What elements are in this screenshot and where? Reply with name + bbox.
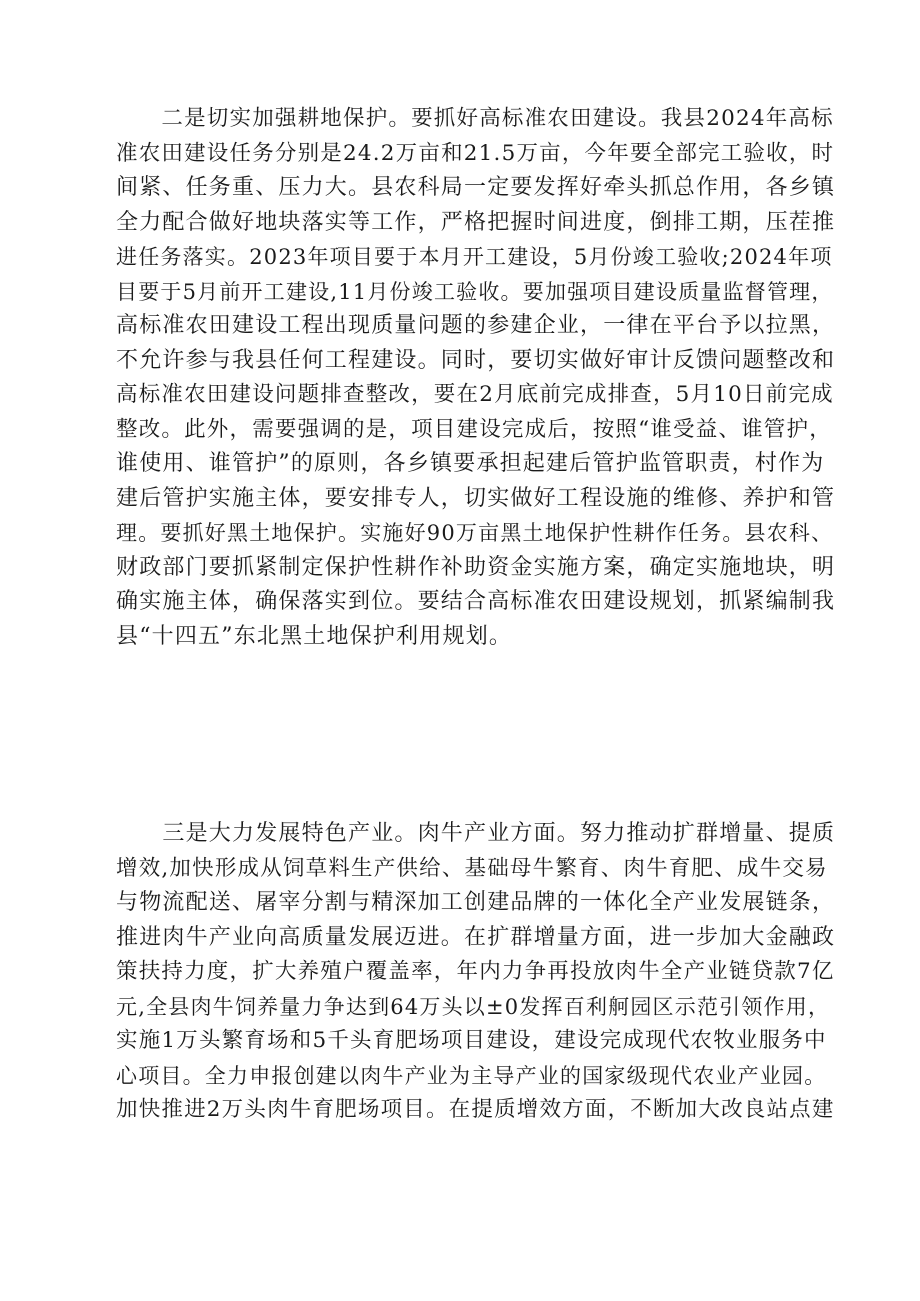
text-line: 增效,加快形成从饲草料生产供给、基础母牛繁育、肉牛育肥、成牛交易 bbox=[116, 855, 828, 881]
text-line: 策扶持力度，扩大养殖户覆盖率，年内力争再投放肉牛全产业链贷款7亿 bbox=[116, 959, 835, 984]
text-line: 县“十四五”东北黑土地保护利用规划。 bbox=[116, 623, 513, 649]
text-line: 与物流配送、屠宰分割与精深加工创建品牌的一体化全产业发展链条， bbox=[116, 890, 836, 915]
text-line: 全力配合做好地块落实等工作，严格把握时间进度，倒排工期，压茬推 bbox=[116, 209, 836, 235]
text-line: 建后管护实施主体，要安排专人，切实做好工程设施的维修、养护和管 bbox=[116, 485, 836, 511]
text-line: 理。要抓好黑土地保护。实施好90万亩黑土地保护性耕作任务。县农科、 bbox=[116, 521, 834, 545]
paragraph-characteristic-industry bbox=[116, 817, 836, 1128]
paragraph-farmland-protection bbox=[116, 102, 836, 654]
text-line: 确实施主体，确保落实到位。要结合高标准农田建设规划，抓紧编制我 bbox=[116, 589, 836, 614]
text-line: 谁使用、谁管护”的原则，各乡镇要承担起建后管护监管职责，村作为 bbox=[116, 451, 825, 476]
text-line: 整改。此外，需要强调的是，项目建设完成后，按照“谁受益、谁管护， bbox=[116, 416, 832, 442]
text-line: 推进肉牛产业向高质量发展迈进。在扩群增量方面，进一步加大金融政 bbox=[116, 924, 836, 950]
text-line: 不允许参与我县任何工程建设。同时，要切实做好审计反馈问题整改和 bbox=[116, 347, 836, 373]
text-line: 进任务落实。2023年项目要于本月开工建设，5月份竣工验收;2024年项 bbox=[116, 245, 833, 269]
text-line: 实施1万头繁育场和5千头育肥场项目建设，建设完成现代农牧业服务中 bbox=[116, 1028, 827, 1053]
text-line: 三是大力发展特色产业。肉牛产业方面。努力推动扩群增量、提质 bbox=[116, 821, 836, 846]
text-line: 间紧、任务重、压力大。县农科局一定要发挥好牵头抓总作用，各乡镇 bbox=[116, 175, 836, 200]
text-line: 心项目。全力申报创建以肉牛产业为主导产业的国家级现代农业产业园。 bbox=[116, 1063, 827, 1088]
text-line: 元,全县肉牛饲养量力争达到64万头以±0发挥百利舸园区示范引领作用， bbox=[116, 994, 831, 1019]
text-line: 高标准农田建设工程出现质量问题的参建企业，一律在平台予以拉黑， bbox=[116, 313, 836, 338]
text-line: 加快推进2万头肉牛育肥场项目。在提质增效方面，不断加大改良站点建 bbox=[116, 1097, 835, 1122]
text-line: 高标准农田建设问题排查整改，要在2月底前完成排查，5月10日前完成 bbox=[116, 382, 834, 407]
text-line: 准农田建设任务分别是24.2万亩和21.5万亩，今年要全部完工验收，时 bbox=[116, 140, 835, 166]
text-line: 目要于5月前开工建设,11月份竣工验收。要加强项目建设质量监督管理， bbox=[116, 279, 834, 304]
text-line: 财政部门要抓紧制定保护性耕作补助资金实施方案，确定实施地块，明 bbox=[116, 554, 836, 580]
text-line: 二是切实加强耕地保护。要抓好高标准农田建设。我县2024年高标 bbox=[116, 106, 834, 131]
